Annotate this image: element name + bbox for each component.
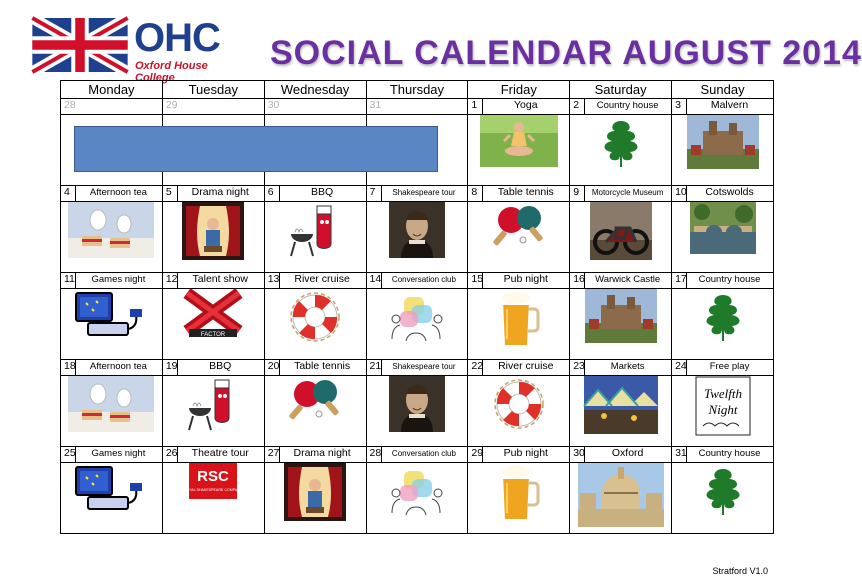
life-ring-icon xyxy=(287,289,343,345)
ohc-logo xyxy=(32,16,242,84)
event-image-cell[interactable] xyxy=(570,463,672,534)
event-image-cell[interactable] xyxy=(672,289,774,360)
day-number-divider xyxy=(686,186,687,201)
day-label-cell[interactable] xyxy=(162,447,264,463)
life-ring-icon xyxy=(491,376,547,432)
day-label-cell[interactable] xyxy=(264,186,366,202)
beer-glass-icon xyxy=(497,463,541,523)
day-label-cell[interactable] xyxy=(162,273,264,289)
event-image-cell[interactable] xyxy=(264,376,366,447)
day-label-cell[interactable] xyxy=(162,99,264,115)
event-name: River cruise xyxy=(294,273,350,285)
event-image-row xyxy=(61,463,774,534)
day-number-divider xyxy=(686,360,687,375)
logo-subtitle: Oxford House College xyxy=(135,60,208,84)
event-image-cell[interactable] xyxy=(264,289,366,360)
castle-photo-icon xyxy=(585,289,657,343)
day-number-divider xyxy=(584,360,585,375)
day-number-divider xyxy=(482,99,483,114)
day-number: 8 xyxy=(471,186,478,198)
day-label-cell[interactable] xyxy=(672,360,774,376)
day-number: 11 xyxy=(64,273,75,285)
day-number-divider xyxy=(177,360,178,375)
day-number-divider xyxy=(482,273,483,288)
day-number: 3 xyxy=(675,99,681,111)
x-factor-icon xyxy=(179,289,247,339)
event-image-cell[interactable] xyxy=(162,289,264,360)
day-label-cell[interactable] xyxy=(264,99,366,115)
rsc-logo-text: RSC xyxy=(197,468,230,485)
oak-leaf-icon xyxy=(698,289,748,343)
event-image-cell[interactable] xyxy=(366,376,468,447)
twelfth-night-line1: Twelfth xyxy=(703,386,742,401)
day-number: 29 xyxy=(471,447,484,459)
day-number-divider xyxy=(75,273,76,288)
day-label-cell[interactable] xyxy=(570,99,672,115)
day-label-cell[interactable] xyxy=(61,99,163,115)
day-number-divider xyxy=(584,186,585,201)
event-name: Talent show xyxy=(192,273,248,285)
weekday-header: Tuesday xyxy=(162,81,264,99)
day-number-divider xyxy=(75,360,76,375)
day-number: 23 xyxy=(573,360,585,372)
day-number: 24 xyxy=(675,360,687,372)
afternoon-tea-icon xyxy=(68,202,154,258)
event-image-cell[interactable] xyxy=(672,376,774,447)
day-number: 21 xyxy=(369,360,382,372)
day-number: 15 xyxy=(471,273,484,285)
logo-text: OHC xyxy=(134,16,220,60)
event-image-cell[interactable] xyxy=(468,202,570,273)
day-number-divider xyxy=(177,447,178,462)
day-label-cell[interactable] xyxy=(570,186,672,202)
weekday-header-row xyxy=(61,81,774,99)
market-stalls-icon xyxy=(584,376,658,434)
event-name: Oxford xyxy=(611,447,644,459)
day-number: 14 xyxy=(369,273,382,285)
day-number: 17 xyxy=(675,273,687,285)
yoga-icon xyxy=(480,115,558,167)
date-label-row xyxy=(61,99,774,115)
day-number: 28 xyxy=(64,99,76,111)
event-image-cell[interactable] xyxy=(570,376,672,447)
day-number: 27 xyxy=(267,447,280,459)
day-label-cell[interactable] xyxy=(468,360,570,376)
day-label-cell[interactable] xyxy=(264,273,366,289)
day-number: 7 xyxy=(369,186,376,198)
event-image-cell[interactable] xyxy=(570,289,672,360)
event-name: Conversation club xyxy=(391,275,456,284)
event-image-row xyxy=(61,202,774,273)
event-image-cell[interactable] xyxy=(672,115,774,186)
beer-glass-icon xyxy=(497,289,541,349)
day-label-cell[interactable] xyxy=(468,186,570,202)
event-name: Conversation club xyxy=(391,449,456,458)
event-image-row xyxy=(61,289,774,360)
page-title: SOCIAL CALENDAR AUGUST 2014 xyxy=(270,34,862,72)
event-name: Games night xyxy=(91,448,146,459)
weekday-header: Thursday xyxy=(366,81,468,99)
bbq-chef-icon xyxy=(287,202,343,260)
day-number-divider xyxy=(279,186,280,201)
day-number-divider xyxy=(686,99,687,114)
conversation-icon xyxy=(386,289,448,345)
event-name: Drama night xyxy=(191,186,249,198)
event-name: Motorcycle Museum xyxy=(591,188,664,197)
event-name: Warwick Castle xyxy=(595,274,661,285)
day-label-cell[interactable] xyxy=(468,447,570,463)
event-image-cell[interactable] xyxy=(672,202,774,273)
table-tennis-icon xyxy=(285,376,345,424)
event-name: Shakespeare tour xyxy=(392,188,456,197)
day-number: 31 xyxy=(675,447,687,459)
rsc-logo-subtitle: ROYAL SHAKESPEARE COMPANY xyxy=(184,488,243,492)
day-number: 19 xyxy=(165,360,178,372)
event-name: Free play xyxy=(709,361,750,372)
event-name: Cotswolds xyxy=(705,186,754,198)
day-number: 9 xyxy=(573,186,580,198)
event-image-cell[interactable] xyxy=(61,376,163,447)
oxford-photo-icon xyxy=(578,463,664,527)
event-image-cell[interactable] xyxy=(570,202,672,273)
day-label-cell[interactable] xyxy=(61,447,163,463)
event-image-cell[interactable] xyxy=(366,202,468,273)
weekday-header: Friday xyxy=(468,81,570,99)
event-name: Country house xyxy=(596,100,659,111)
event-image-cell[interactable] xyxy=(61,202,163,273)
computer-games-icon xyxy=(72,463,150,519)
event-name: Country house xyxy=(698,448,761,459)
event-name: River cruise xyxy=(498,360,554,372)
day-label-cell[interactable] xyxy=(570,447,672,463)
day-number: 4 xyxy=(64,186,70,198)
day-label-cell[interactable] xyxy=(366,447,468,463)
day-number-divider xyxy=(584,99,585,114)
day-number-divider xyxy=(279,447,280,462)
table-tennis-icon xyxy=(489,202,549,250)
day-number-divider xyxy=(381,186,382,201)
day-number: 5 xyxy=(165,186,172,198)
day-label-cell[interactable] xyxy=(61,360,163,376)
conversation-icon xyxy=(386,463,448,519)
event-name: Theatre tour xyxy=(191,447,249,459)
union-jack-icon xyxy=(32,18,128,72)
event-name: Yoga xyxy=(514,99,538,111)
event-image-cell[interactable] xyxy=(264,202,366,273)
day-number-divider xyxy=(381,447,382,462)
day-number-divider xyxy=(482,186,483,201)
weekday-header: Saturday xyxy=(570,81,672,99)
day-number-divider xyxy=(686,273,687,288)
date-label-row xyxy=(61,447,774,463)
day-number: 30 xyxy=(573,447,585,459)
event-image-cell[interactable] xyxy=(162,376,264,447)
event-image-cell[interactable] xyxy=(468,115,570,186)
afternoon-tea-icon xyxy=(68,376,154,432)
date-label-row xyxy=(61,360,774,376)
oak-leaf-icon xyxy=(596,115,646,169)
day-number-divider xyxy=(584,273,585,288)
day-number: 16 xyxy=(573,273,585,285)
event-image-cell[interactable] xyxy=(468,463,570,534)
day-number-divider xyxy=(279,360,280,375)
day-number: 26 xyxy=(165,447,178,459)
event-image-cell[interactable] xyxy=(61,463,163,534)
twelfth-night-line2: Night xyxy=(708,402,737,417)
event-image-cell[interactable] xyxy=(162,463,264,534)
shakespeare-portrait-icon xyxy=(389,202,445,258)
day-label-cell[interactable] xyxy=(264,447,366,463)
day-number: 6 xyxy=(267,186,274,198)
day-number-divider xyxy=(75,186,76,201)
theatre-stage-icon xyxy=(182,202,244,260)
motorcycle-icon xyxy=(590,202,652,260)
day-number: 1 xyxy=(471,99,478,111)
castle-photo-icon xyxy=(687,115,759,169)
bbq-chef-icon xyxy=(185,376,241,434)
event-name: Table tennis xyxy=(497,186,554,198)
event-name: Malvern xyxy=(710,99,749,111)
event-name: BBQ xyxy=(209,360,232,372)
weekday-header: Sunday xyxy=(672,81,774,99)
day-number: 31 xyxy=(369,99,382,111)
weekday-header: Wednesday xyxy=(264,81,366,99)
event-name: Afternoon tea xyxy=(89,361,147,372)
weekday-header: Monday xyxy=(61,81,163,99)
day-number: 18 xyxy=(64,360,76,372)
event-image-cell[interactable] xyxy=(366,289,468,360)
day-label-cell[interactable] xyxy=(366,360,468,376)
day-number: 22 xyxy=(471,360,484,372)
day-label-cell[interactable] xyxy=(672,273,774,289)
event-name: Afternoon tea xyxy=(89,187,147,198)
day-number-divider xyxy=(177,186,178,201)
day-number: 12 xyxy=(165,273,178,285)
event-name: Drama night xyxy=(293,447,351,459)
day-number: 30 xyxy=(267,99,280,111)
event-name: Pub night xyxy=(503,273,548,285)
cotswolds-bridge-icon xyxy=(690,202,756,254)
date-label-row xyxy=(61,273,774,289)
day-number: 25 xyxy=(64,447,76,459)
day-number-divider xyxy=(381,360,382,375)
event-name: Markets xyxy=(610,361,645,372)
day-number-divider xyxy=(482,447,483,462)
event-image-cell[interactable] xyxy=(366,463,468,534)
event-image-cell[interactable] xyxy=(162,202,264,273)
shakespeare-portrait-icon xyxy=(389,376,445,432)
event-image-cell[interactable] xyxy=(264,463,366,534)
event-name: Games night xyxy=(91,274,146,285)
day-number-divider xyxy=(482,360,483,375)
day-number: 10 xyxy=(675,186,687,198)
day-number: 29 xyxy=(165,99,178,111)
day-label-cell[interactable] xyxy=(468,99,570,115)
event-image-cell[interactable] xyxy=(468,289,570,360)
day-label-cell[interactable] xyxy=(162,360,264,376)
event-image-row xyxy=(61,376,774,447)
event-image-cell[interactable] xyxy=(61,289,163,360)
rsc-logo-icon xyxy=(184,463,243,499)
blue-placeholder-bar xyxy=(74,126,438,172)
day-label-cell[interactable] xyxy=(366,99,468,115)
date-label-row xyxy=(61,186,774,202)
event-name: BBQ xyxy=(311,186,334,198)
day-label-cell[interactable] xyxy=(366,186,468,202)
oak-leaf-icon xyxy=(698,463,748,517)
day-label-cell[interactable] xyxy=(61,186,163,202)
day-number: 20 xyxy=(267,360,280,372)
event-name: Pub night xyxy=(503,447,548,459)
twelfth-night-icon xyxy=(695,376,751,436)
day-number-divider xyxy=(584,447,585,462)
event-image-cell[interactable] xyxy=(468,376,570,447)
event-image-cell[interactable] xyxy=(570,115,672,186)
computer-games-icon xyxy=(72,289,150,345)
x-factor-caption: FACTOR xyxy=(201,332,226,338)
event-name: Shakespeare tour xyxy=(392,362,456,371)
day-label-cell[interactable] xyxy=(570,360,672,376)
day-label-cell[interactable] xyxy=(672,99,774,115)
day-label-cell[interactable] xyxy=(366,273,468,289)
theatre-stage-icon xyxy=(284,463,346,521)
event-image-cell[interactable] xyxy=(672,463,774,534)
event-name: Country house xyxy=(698,274,761,285)
day-label-cell[interactable] xyxy=(672,447,774,463)
day-label-cell[interactable] xyxy=(468,273,570,289)
day-number: 28 xyxy=(369,447,382,459)
day-number-divider xyxy=(177,273,178,288)
day-number: 2 xyxy=(573,99,580,111)
day-label-cell[interactable] xyxy=(162,186,264,202)
event-name: Table tennis xyxy=(294,360,351,372)
day-number-divider xyxy=(75,447,76,462)
day-number-divider xyxy=(381,273,382,288)
day-number-divider xyxy=(279,273,280,288)
day-label-cell[interactable] xyxy=(570,273,672,289)
day-label-cell[interactable] xyxy=(672,186,774,202)
version-footer: Stratford V1.0 xyxy=(712,566,768,576)
day-label-cell[interactable] xyxy=(264,360,366,376)
day-number: 13 xyxy=(267,273,280,285)
day-label-cell[interactable] xyxy=(61,273,163,289)
day-number-divider xyxy=(686,447,687,462)
